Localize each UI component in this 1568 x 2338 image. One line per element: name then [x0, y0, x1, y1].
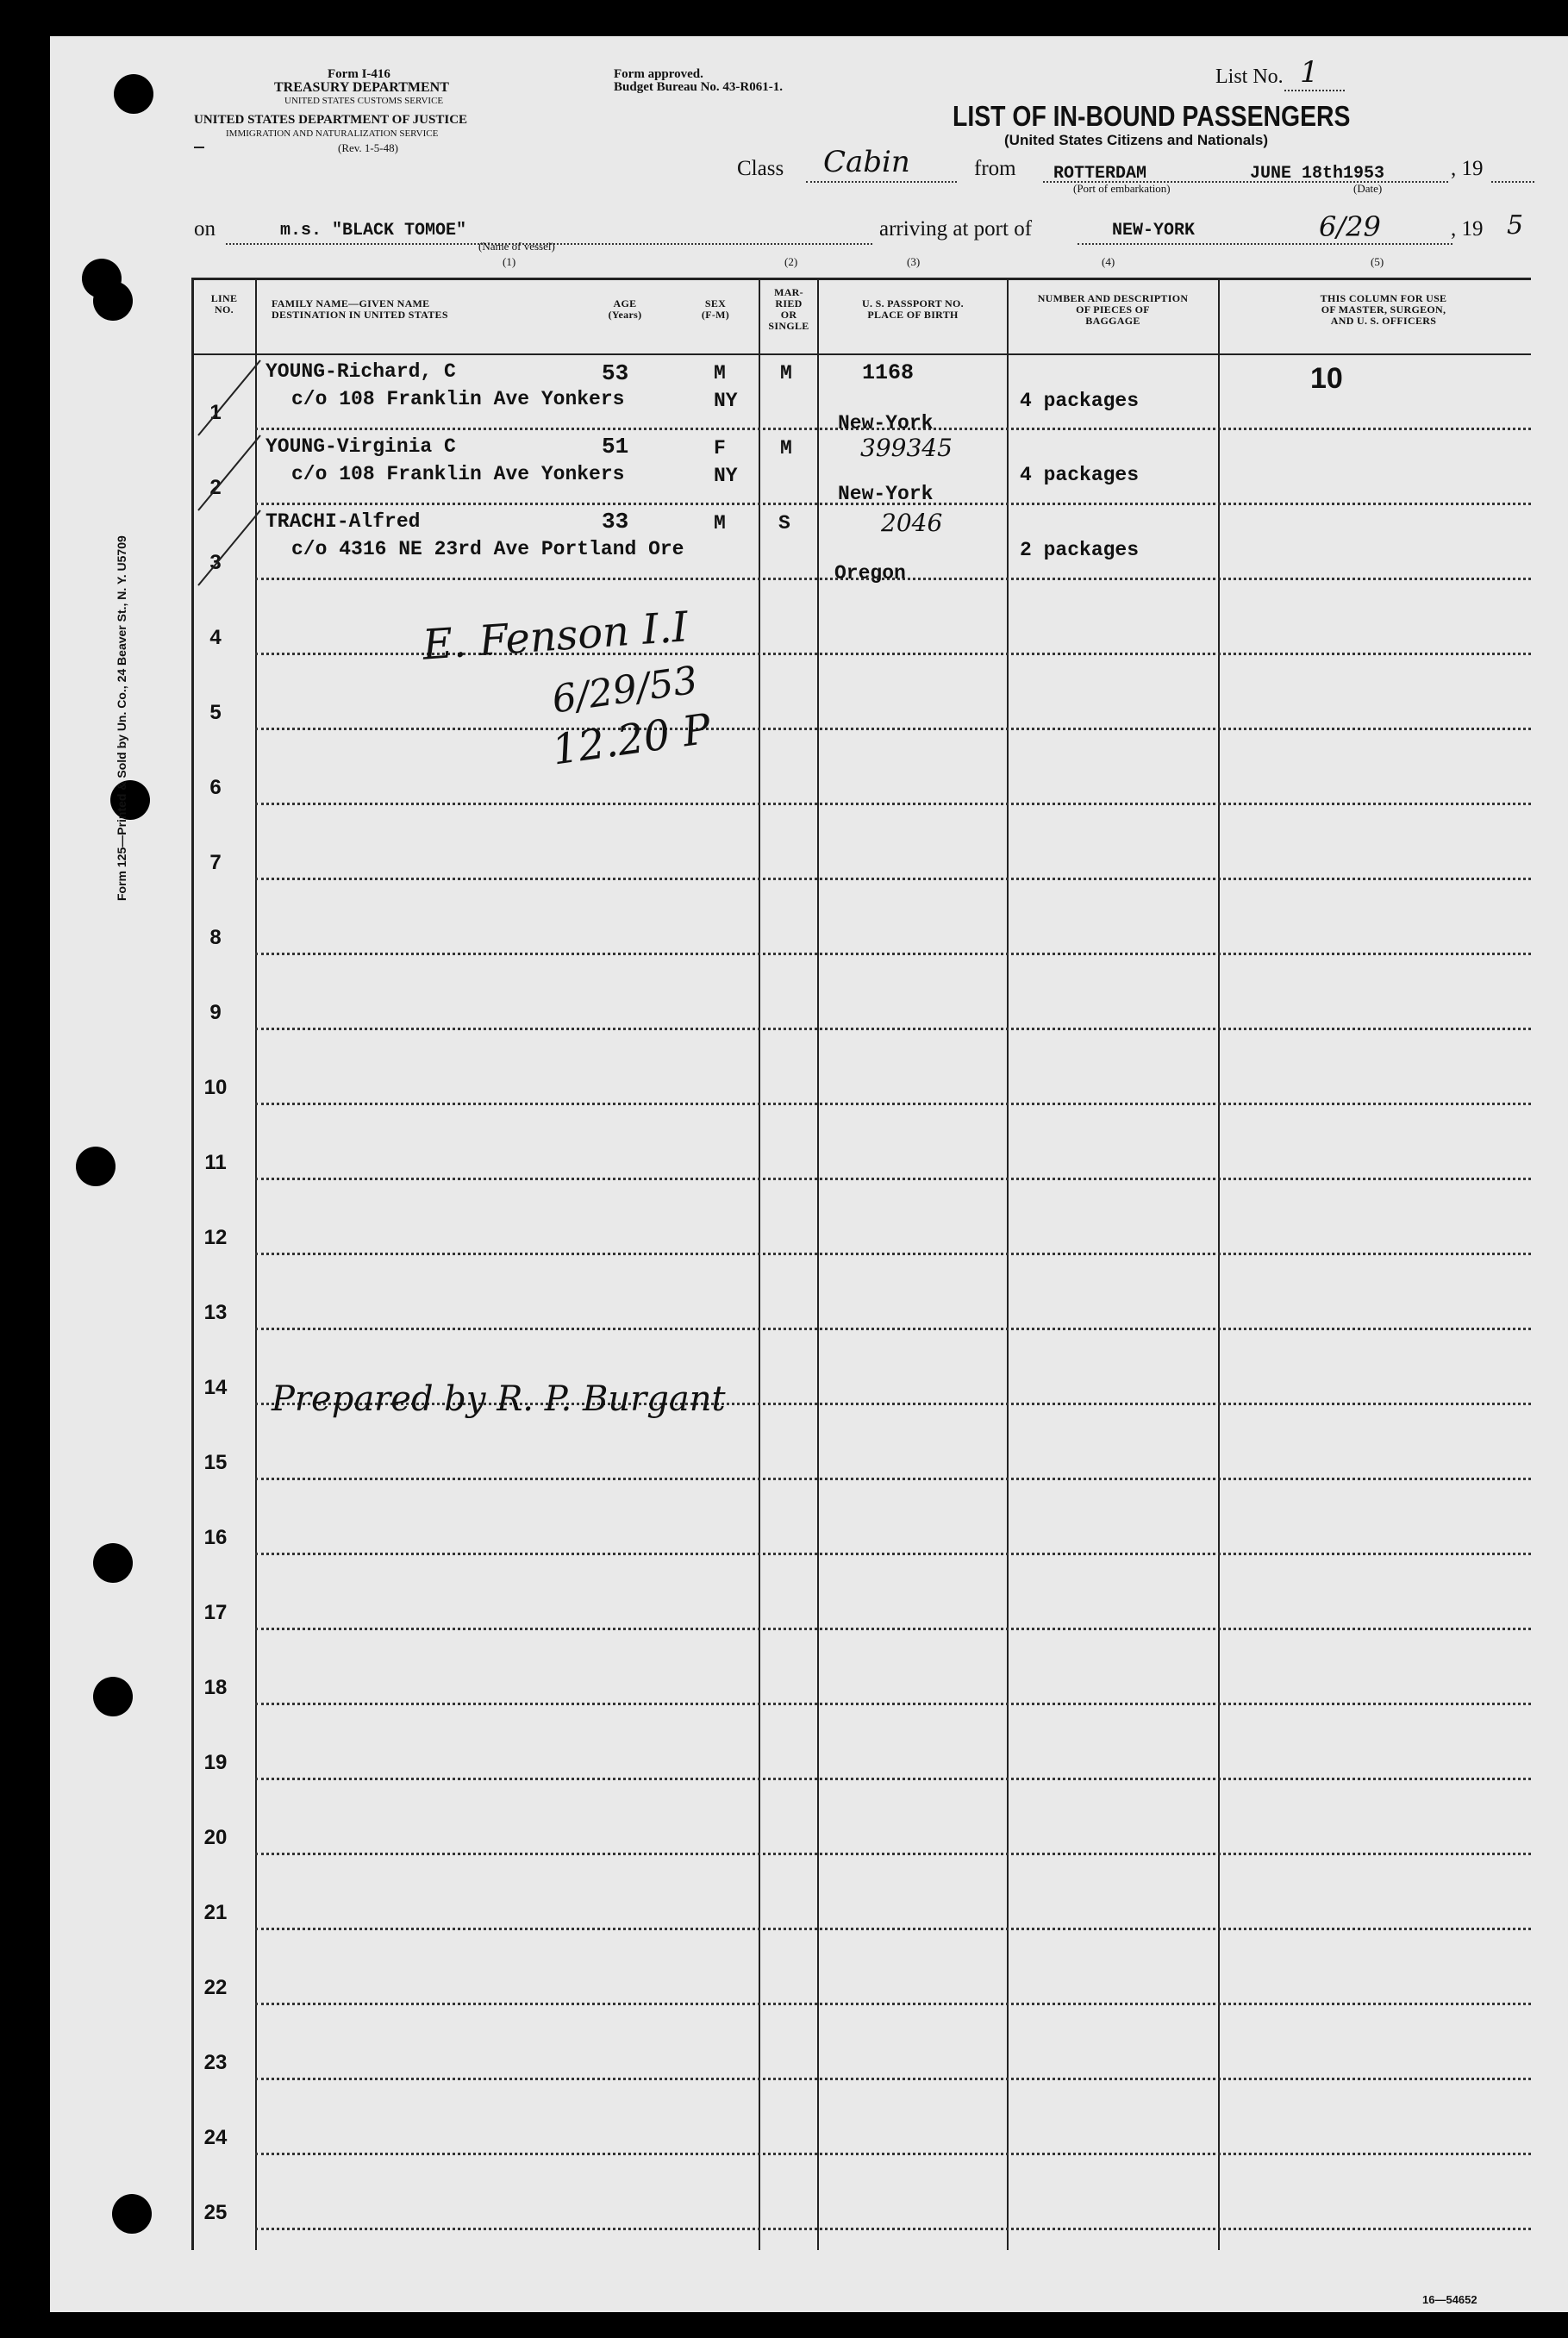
passenger-age: 53 — [602, 360, 629, 386]
from-underline — [1043, 181, 1448, 183]
place-of-birth: New-York — [838, 412, 934, 434]
table-row — [191, 2155, 1531, 2230]
department-of-justice: UNITED STATES DEPARTMENT OF JUSTICE — [194, 113, 468, 127]
table-row — [191, 1930, 1531, 2005]
passenger-married: M — [780, 362, 792, 384]
col-number-1: (1) — [503, 255, 516, 268]
line-number: 11 — [204, 1151, 227, 1174]
binder-hole — [93, 281, 133, 321]
line-number: 4 — [209, 626, 222, 649]
table-row — [191, 1255, 1531, 1330]
binder-hole — [93, 1543, 133, 1583]
class-label: Class — [737, 157, 784, 180]
line-number: 8 — [209, 926, 222, 949]
form-subtitle: (United States Citizens and Nationals) — [1004, 132, 1269, 148]
passenger-destination: c/o 108 Franklin Ave Yonkers — [291, 388, 625, 410]
line-number: 14 — [203, 1376, 228, 1399]
header-baggage: NUMBER AND DESCRIPTION OF PIECES OF BAGGAGE — [1037, 292, 1189, 327]
passenger-married: M — [780, 437, 792, 459]
budget-bureau: Budget Bureau No. 43-R061-1. — [614, 80, 783, 94]
line-number: 15 — [203, 1451, 228, 1474]
revision: (Rev. 1-5-48) — [338, 141, 398, 154]
baggage-description: 4 packages — [1020, 390, 1140, 412]
baggage-description: 4 packages — [1020, 464, 1140, 486]
customs-service: UNITED STATES CUSTOMS SERVICE — [284, 96, 444, 106]
on-label: on — [194, 217, 216, 241]
line-number: 20 — [203, 1826, 228, 1849]
header-married: MAR- RIED OR SINGLE — [768, 286, 809, 332]
passenger-state: NY — [714, 465, 738, 487]
table-row — [191, 1555, 1531, 1630]
line-number: 9 — [209, 1001, 222, 1024]
table-row — [191, 730, 1531, 805]
line-number: 19 — [203, 1751, 228, 1774]
form-number: Form I-416 — [328, 67, 390, 81]
line-number: 24 — [203, 2126, 228, 2149]
list-no-label: List No. — [1215, 66, 1284, 88]
table-row — [191, 1705, 1531, 1780]
table-row — [191, 1105, 1531, 1180]
list-no-value: 1 — [1300, 55, 1319, 90]
class-underline — [806, 181, 957, 183]
table-row — [191, 1630, 1531, 1705]
row-dotted-rule — [255, 2228, 1531, 2230]
year-prefix-2: , 19 — [1451, 217, 1484, 241]
table-row — [191, 580, 1531, 655]
passport-number: 399345 — [860, 434, 953, 462]
table-row — [191, 1480, 1531, 1555]
passenger-age: 33 — [602, 509, 629, 534]
table-row — [191, 2080, 1531, 2155]
form-approved: Form approved. — [614, 67, 703, 81]
col-number-4: (4) — [1102, 255, 1115, 268]
binder-hole — [76, 1147, 116, 1186]
passenger-name: YOUNG-Virginia C — [265, 435, 456, 458]
inspection-date: 6/29/53 — [549, 658, 701, 722]
line-number: 16 — [203, 1526, 228, 1549]
line-number: 25 — [203, 2201, 228, 2224]
arrival-year: 5 — [1507, 210, 1524, 241]
passenger-name: TRACHI-Alfred — [265, 510, 421, 533]
table-row — [191, 880, 1531, 955]
binder-hole — [93, 1677, 133, 1716]
date-caption: (Date) — [1353, 182, 1383, 195]
list-no-underline — [1284, 90, 1345, 91]
ins-service: IMMIGRATION AND NATURALIZATION SERVICE — [226, 128, 439, 139]
passenger-sex: M — [714, 512, 726, 534]
header-sex: SEX (F-M) — [701, 297, 730, 321]
arriving-label: arriving at port of — [879, 217, 1033, 241]
departure-date: JUNE 18th1953 — [1250, 164, 1385, 184]
inspector-signature: E. Fenson I.I — [421, 603, 690, 670]
line-number: 7 — [209, 851, 222, 874]
vessel-name: m.s. "BLACK TOMOE" — [280, 221, 467, 241]
arrival-port: NEW-YORK — [1112, 221, 1196, 241]
table-row — [191, 1180, 1531, 1255]
from-label: from — [974, 157, 1016, 180]
passenger-destination: c/o 108 Franklin Ave Yonkers — [291, 463, 625, 485]
vessel-caption: (Name of vessel) — [478, 240, 555, 253]
printer-side-text: Form 125—Printed & Sold by Un. Co., 24 Beaver St., N. Y. U5709 — [115, 535, 128, 901]
header-passport: U. S. PASSPORT NO. PLACE OF BIRTH — [862, 297, 964, 321]
inspection-time: 12.20 P — [549, 704, 714, 775]
line-number: 1 — [209, 401, 222, 424]
check-marks — [191, 353, 269, 603]
table-row — [191, 1030, 1531, 1105]
binder-hole — [114, 74, 153, 114]
table-row — [191, 1780, 1531, 1855]
table-row — [191, 1855, 1531, 1930]
year-underline-1 — [1491, 181, 1534, 183]
passenger-name: YOUNG-Richard, C — [265, 360, 456, 383]
table-row — [191, 805, 1531, 880]
form-title: LIST OF IN-BOUND PASSENGERS — [953, 100, 1351, 132]
treasury-department: TREASURY DEPARTMENT — [274, 80, 449, 95]
header-dash — [194, 147, 204, 148]
place-of-birth: New-York — [838, 483, 934, 505]
table-top-border — [191, 278, 1531, 280]
line-number: 21 — [203, 1901, 228, 1924]
header-age: AGE (Years) — [608, 297, 642, 321]
passenger-state: NY — [714, 390, 738, 412]
table-row — [191, 955, 1531, 1030]
form-footer-code: 16—54652 — [1422, 2293, 1477, 2306]
line-number: 22 — [203, 1976, 228, 1999]
table-row — [191, 655, 1531, 730]
arrival-date: 6/29 — [1319, 210, 1381, 243]
binder-hole — [112, 2194, 152, 2234]
officer-note: 10 — [1310, 362, 1343, 395]
passenger-age: 51 — [602, 434, 629, 459]
class-value: Cabin — [823, 145, 910, 179]
place-of-birth: Oregon — [834, 562, 906, 584]
passenger-destination: c/o 4316 NE 23rd Ave Portland Ore — [291, 538, 684, 560]
year-prefix-1: , 19 — [1451, 157, 1484, 180]
line-number: 17 — [203, 1601, 228, 1624]
col-number-5: (5) — [1371, 255, 1384, 268]
passenger-sex: M — [714, 362, 726, 384]
port-embark-caption: (Port of embarkation) — [1073, 182, 1171, 195]
passenger-sex: F — [714, 437, 726, 459]
col-number-3: (3) — [907, 255, 921, 268]
passport-number: 2046 — [881, 509, 943, 537]
prepared-by: Prepared by R. P. Burgant — [272, 1379, 726, 1419]
passenger-married: S — [778, 512, 790, 534]
header-officers: THIS COLUMN FOR USE OF MASTER, SURGEON, AND U. S. OFFICERS — [1320, 292, 1447, 327]
line-number: 23 — [203, 2051, 228, 2074]
line-number: 10 — [203, 1076, 228, 1099]
baggage-description: 2 packages — [1020, 539, 1140, 561]
table-row — [191, 2005, 1531, 2080]
line-number: 5 — [209, 701, 222, 724]
line-number: 6 — [209, 776, 222, 799]
passport-number: 1168 — [862, 360, 915, 385]
header-line-no: LINE NO. — [210, 292, 238, 316]
line-number: 13 — [203, 1301, 228, 1324]
port-of-embarkation: ROTTERDAM — [1053, 164, 1147, 184]
header-name-destination: FAMILY NAME—GIVEN NAME DESTINATION IN UNITED STATES — [272, 297, 448, 321]
arrival-underline — [1078, 243, 1452, 245]
col-number-2: (2) — [784, 255, 798, 268]
line-number: 18 — [203, 1676, 228, 1699]
line-number: 3 — [209, 551, 222, 574]
line-number: 12 — [203, 1226, 228, 1249]
line-number: 2 — [209, 476, 222, 499]
